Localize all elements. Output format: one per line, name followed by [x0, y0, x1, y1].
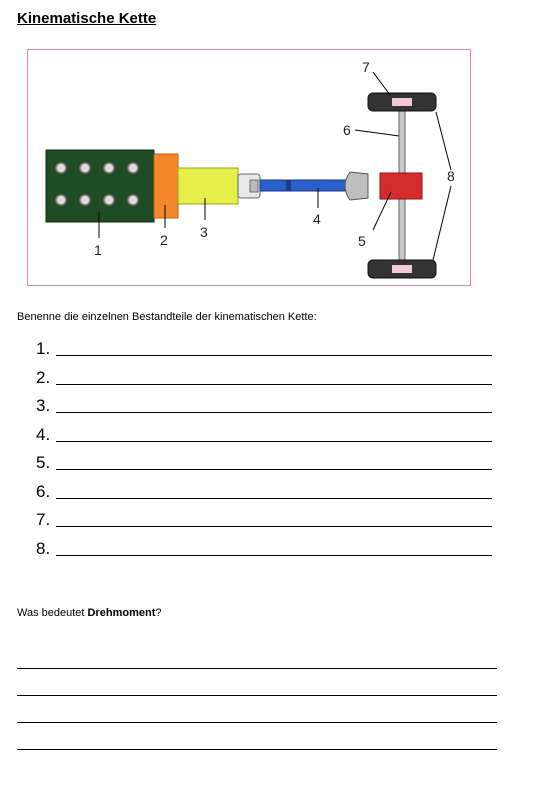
answer-line[interactable]	[56, 384, 492, 385]
figure-label-4: 4	[313, 211, 321, 227]
clutch-block	[154, 154, 178, 218]
answer-number: 3.	[36, 396, 51, 415]
page-title: Kinematische Kette	[17, 10, 157, 27]
question-prefix: Was bedeutet	[17, 607, 88, 619]
question-answer-line[interactable]	[17, 669, 497, 696]
kinematic-chain-diagram	[28, 50, 472, 287]
gearbox-block	[178, 168, 238, 204]
figure-label-3: 3	[200, 224, 208, 240]
question-answer-line[interactable]	[17, 642, 497, 669]
answer-number: 1.	[36, 339, 51, 358]
question-text	[17, 607, 162, 619]
answer-item[interactable]	[36, 510, 496, 539]
question-suffix: ?	[155, 607, 162, 619]
answer-item[interactable]	[36, 339, 496, 368]
question-answer-lines	[17, 642, 497, 750]
question-answer-line[interactable]	[17, 723, 497, 750]
answer-number: 7.	[36, 510, 51, 529]
answer-line[interactable]	[56, 526, 492, 527]
bottom-wheel	[368, 260, 436, 278]
figure-label-2: 2	[160, 232, 168, 248]
question-answer-line[interactable]	[17, 696, 497, 723]
answer-number: 5.	[36, 453, 51, 472]
figure-label-5: 5	[358, 233, 366, 249]
answer-item[interactable]	[36, 453, 496, 482]
figure-label-1: 1	[94, 242, 102, 258]
answer-line[interactable]	[56, 441, 492, 442]
instruction-text: Benenne die einzelnen Bestandteile der kinematischen Kette:	[17, 311, 317, 323]
figure-label-7: 7	[362, 59, 370, 75]
answer-number: 2.	[36, 367, 51, 387]
answer-list	[36, 339, 496, 567]
drive-shaft	[260, 180, 352, 191]
answer-line[interactable]	[56, 412, 492, 413]
answer-line[interactable]	[56, 355, 492, 356]
answer-item[interactable]	[36, 425, 496, 454]
answer-item[interactable]	[36, 539, 496, 568]
answer-number: 8.	[36, 538, 51, 558]
answer-line[interactable]	[56, 498, 492, 499]
answer-number: 4.	[36, 424, 51, 444]
engine-block	[46, 150, 154, 222]
answer-item[interactable]	[36, 368, 496, 397]
bevel-gear	[345, 172, 368, 200]
answer-item[interactable]	[36, 396, 496, 425]
figure-label-8: 8	[447, 168, 455, 184]
answer-item[interactable]	[36, 482, 496, 511]
answer-line[interactable]	[56, 555, 492, 556]
differential-block	[380, 173, 422, 199]
answer-line[interactable]	[56, 469, 492, 470]
kinematic-chain-figure	[27, 49, 471, 286]
top-wheel	[368, 93, 436, 111]
figure-label-6: 6	[343, 122, 351, 138]
answer-number: 6.	[36, 481, 51, 501]
question-term: Drehmoment	[87, 607, 156, 619]
